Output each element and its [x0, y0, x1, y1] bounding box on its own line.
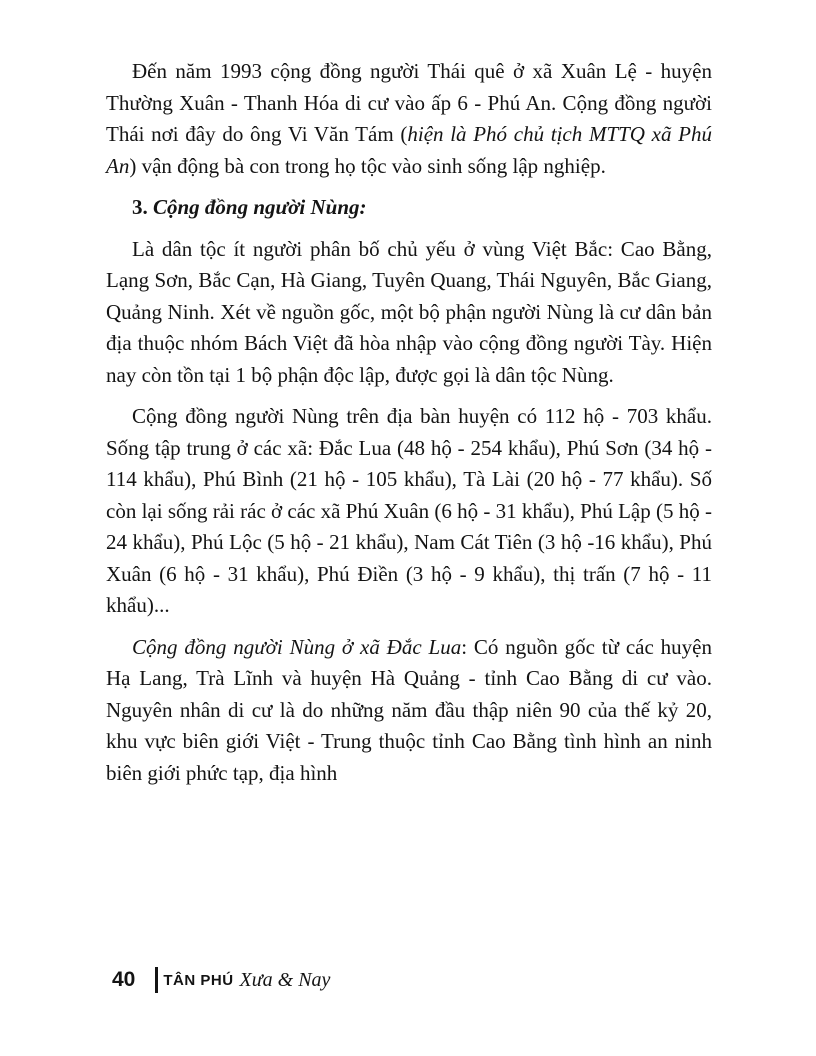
page-footer: [112, 962, 330, 998]
paragraph-text: Là dân tộc ít người phân bố chủ yếu ở vùng Việt Bắc: Cao Bằng, Lạng Sơn, Bắc Cạn, Hà Giang, Tuyên Quang, Thái Nguyên, Bắc Giang, Quảng Ninh. Xét về nguồn gốc, một bộ phận người Nùng là cư dân bản địa thuộc nhóm Bách Việt đã hòa nhập vào cộng đồng người Tày. Hiện nay còn tồn tại 1 bộ phận độc lập, được gọi là dân tộc Nùng.: [106, 236, 712, 387]
page-number: 40: [112, 968, 136, 991]
paragraph-thai-community: [106, 56, 712, 182]
section-heading: [106, 192, 712, 224]
footer-brand: TÂN PHÚ: [163, 971, 234, 989]
paragraph-nung-population: [106, 401, 712, 622]
paragraph-italic-note: hiện là Phó chủ tịch MTTQ xã Phú An: [106, 122, 713, 178]
footer-divider: [155, 967, 158, 993]
paragraph-italic-lead: Cộng đồng người Nùng ở xã Đắc Lua: [132, 634, 462, 659]
footer-subtitle: Xưa & Nay: [239, 968, 331, 991]
section-number: 3.: [132, 195, 148, 219]
paragraph-text: Đến năm 1993 cộng đồng người Thái quê ở xã Xuân Lệ - huyện Thường Xuân - Thanh Hóa di cư vào ấp 6 - Phú An. Cộng đồng người Thái nơi đây do ông Vi Văn Tám (: [106, 59, 712, 146]
paragraph-text: Cộng đồng người Nùng trên địa bàn huyện có 112 hộ - 703 khẩu. Sống tập trung ở các xã: Đắc Lua (48 hộ - 254 khẩu), Phú Sơn (34 hộ - 114 khẩu), Phú Bình (21 hộ - 105 khẩu), Tà Lài (20 hộ - 77 khẩu). Số còn lại sống rải rác ở các xã Phú Xuân (6 hộ - 31 khẩu), Phú Lập (5 hộ - 24 khẩu), Phú Lộc (5 hộ - 21 khẩu), Nam Cát Tiên (3 hộ -16 khẩu), Phú Xuân (6 hộ - 31 khẩu), Phú Điền (3 hộ - 9 khẩu), thị trấn (7 hộ - 11 khẩu)...: [106, 404, 712, 617]
paragraph-text-after: : Có nguồn gốc từ các huyện Hạ Lang, Trà Lĩnh và huyện Hà Quảng - tỉnh Cao Bằng di cư vào. Nguyên nhân di cư là do những năm đầu thập niên 90 của thế kỷ 20, khu vực biên giới Việt - Trung thuộc tỉnh Cao Bằng tình hình an ninh biên giới phức tạp, địa hình: [106, 634, 712, 785]
section-title: Cộng đồng người Nùng:: [153, 195, 367, 219]
paragraph-nung-origin: [106, 234, 712, 392]
paragraph-nung-dac-lua: [106, 632, 712, 790]
paragraph-text-after: ) vận động bà con trong họ tộc vào sinh sống lập nghiệp.: [129, 153, 606, 178]
page-body: [106, 56, 712, 789]
